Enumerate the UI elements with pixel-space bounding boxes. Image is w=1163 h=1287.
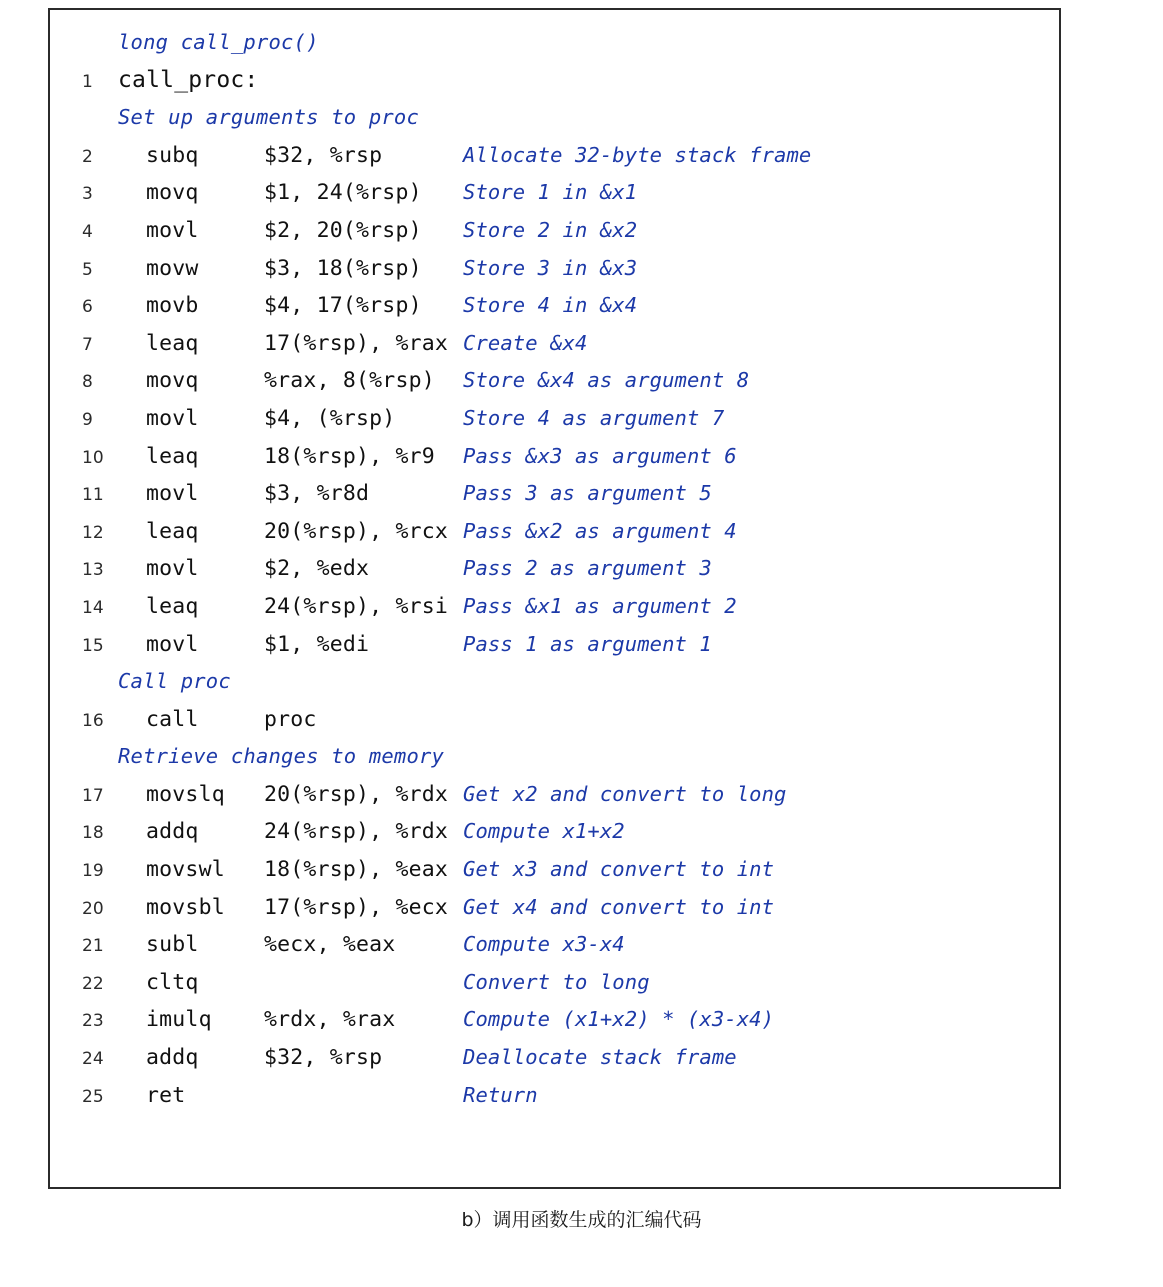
code-comment: Pass &x2 as argument 4: [463, 518, 737, 543]
assembly-code-box: [48, 8, 1061, 1189]
figure-caption: b）调用函数生成的汇编代码: [461, 1209, 702, 1231]
code-comment: Get x4 and convert to int: [463, 894, 775, 919]
line-number: 14: [82, 597, 104, 618]
code-line: [50, 137, 1059, 175]
code-comment: Store 2 in &x2: [463, 217, 638, 242]
instruction-mnemonic: addq: [146, 819, 199, 845]
instruction-operands: %rax, 8(%rsp): [264, 368, 435, 394]
instruction-mnemonic: leaq: [146, 330, 199, 356]
code-line: [50, 889, 1059, 927]
code-text: [118, 325, 463, 363]
line-number: 10: [82, 447, 104, 468]
instruction-operands: 18(%rsp), %eax: [264, 857, 449, 883]
code-text: [118, 513, 463, 551]
line-number: 12: [82, 522, 104, 543]
code-text: [118, 776, 463, 814]
instruction-operands: $2, 20(%rsp): [264, 217, 422, 243]
code-text: [118, 738, 463, 776]
code-line: [50, 964, 1059, 1002]
code-comment: Compute (x1+x2) * (x3-x4): [463, 1007, 775, 1032]
code-text: [118, 137, 463, 175]
code-text: [118, 1077, 463, 1115]
instruction-mnemonic: movsbl: [146, 894, 225, 920]
code-line: [50, 588, 1059, 626]
line-number: 5: [82, 259, 93, 280]
code-text: [118, 438, 463, 476]
line-number: 6: [82, 297, 93, 318]
code-comment: Store 4 in &x4: [463, 293, 638, 318]
line-number: 3: [82, 184, 93, 205]
code-line: [50, 626, 1059, 664]
instruction-mnemonic: movw: [146, 255, 199, 281]
line-number: 23: [82, 1011, 104, 1032]
instruction-mnemonic: subl: [146, 932, 199, 958]
instruction-operands: $2, %edx: [264, 556, 370, 582]
code-text: [118, 851, 463, 889]
code-line: [50, 663, 1059, 701]
line-number: 16: [82, 710, 104, 731]
instruction-mnemonic: movb: [146, 293, 199, 319]
code-text: [118, 174, 463, 212]
instruction-mnemonic: movl: [146, 217, 199, 243]
code-line: [50, 287, 1059, 325]
code-text: [118, 588, 463, 626]
line-number: 11: [82, 485, 104, 506]
code-text: [118, 362, 463, 400]
code-text: [118, 813, 463, 851]
instruction-mnemonic: leaq: [146, 593, 199, 619]
code-line: [50, 24, 1059, 62]
line-number: 8: [82, 372, 93, 393]
code-line: [50, 475, 1059, 513]
instruction-mnemonic: cltq: [146, 969, 199, 995]
line-number: 22: [82, 973, 104, 994]
code-line: [50, 325, 1059, 363]
instruction-operands: proc: [264, 706, 317, 732]
code-text: [118, 626, 463, 664]
code-listing: [50, 24, 1059, 1114]
instruction-operands: $4, (%rsp): [264, 405, 396, 431]
code-line: [50, 1001, 1059, 1039]
line-number: 25: [82, 1086, 104, 1107]
code-line: [50, 1039, 1059, 1077]
code-text: [118, 400, 463, 438]
code-line: [50, 776, 1059, 814]
code-comment: Pass &x3 as argument 6: [463, 443, 737, 468]
line-number: 7: [82, 334, 93, 355]
code-comment: Convert to long: [463, 969, 650, 994]
instruction-mnemonic: subq: [146, 142, 199, 168]
code-comment: Pass 1 as argument 1: [463, 631, 712, 656]
code-comment: Pass 2 as argument 3: [463, 556, 712, 581]
code-comment: Return: [463, 1082, 538, 1107]
code-line: [50, 813, 1059, 851]
instruction-operands: 18(%rsp), %r9: [264, 443, 435, 469]
code-comment: Store 1 in &x1: [463, 180, 638, 205]
line-number: 19: [82, 861, 104, 882]
code-comment: Compute x3-x4: [463, 932, 625, 957]
instruction-operands: 17(%rsp), %rax: [264, 330, 449, 356]
code-text: [118, 250, 463, 288]
instruction-operands: $1, 24(%rsp): [264, 180, 422, 206]
code-comment: Store 4 as argument 7: [463, 405, 725, 430]
instruction-operands: $32, %rsp: [264, 1045, 383, 1071]
instruction-mnemonic: call: [146, 706, 199, 732]
code-comment: Deallocate stack frame: [463, 1045, 737, 1070]
instruction-operands: 24(%rsp), %rdx: [264, 819, 449, 845]
line-number: 17: [82, 785, 104, 806]
code-text: [118, 926, 463, 964]
line-number: 18: [82, 823, 104, 844]
instruction-mnemonic: leaq: [146, 518, 199, 544]
line-number: 20: [82, 898, 104, 919]
code-comment: Get x3 and convert to int: [463, 857, 775, 882]
code-comment: Get x2 and convert to long: [463, 781, 787, 806]
code-line: [50, 701, 1059, 739]
function-label: call_proc:: [118, 66, 259, 93]
code-comment: Compute x1+x2: [463, 819, 625, 844]
line-number: 4: [82, 221, 93, 242]
instruction-operands: 20(%rsp), %rdx: [264, 781, 449, 807]
code-annotation: Retrieve changes to memory: [118, 744, 445, 769]
code-line: [50, 400, 1059, 438]
code-comment: Store 3 in &x3: [463, 255, 638, 280]
code-text: [118, 287, 463, 325]
code-annotation: Call proc: [118, 669, 231, 694]
code-comment: Allocate 32-byte stack frame: [463, 142, 812, 167]
instruction-mnemonic: movq: [146, 180, 199, 206]
code-text: [118, 964, 463, 1002]
instruction-mnemonic: movslq: [146, 781, 225, 807]
code-line: [50, 851, 1059, 889]
instruction-mnemonic: movl: [146, 405, 199, 431]
instruction-operands: $32, %rsp: [264, 142, 383, 168]
instruction-mnemonic: imulq: [146, 1007, 212, 1033]
code-line: [50, 362, 1059, 400]
instruction-mnemonic: ret: [146, 1082, 186, 1108]
code-text: [118, 1001, 463, 1039]
code-text: [118, 1039, 463, 1077]
line-number: 15: [82, 635, 104, 656]
instruction-mnemonic: movl: [146, 481, 199, 507]
line-number: 1: [82, 71, 93, 92]
code-comment: Pass &x1 as argument 2: [463, 593, 737, 618]
code-text: [118, 663, 463, 701]
code-text: [118, 24, 463, 62]
instruction-mnemonic: movq: [146, 368, 199, 394]
line-number: 13: [82, 560, 104, 581]
instruction-mnemonic: movswl: [146, 857, 225, 883]
line-number: 24: [82, 1049, 104, 1070]
instruction-mnemonic: leaq: [146, 443, 199, 469]
code-line: [50, 62, 1059, 100]
instruction-mnemonic: movl: [146, 556, 199, 582]
code-line: [50, 738, 1059, 776]
code-comment: Store &x4 as argument 8: [463, 368, 750, 393]
code-line: [50, 438, 1059, 476]
code-line: [50, 212, 1059, 250]
code-comment: Pass 3 as argument 5: [463, 481, 712, 506]
instruction-operands: %ecx, %eax: [264, 932, 396, 958]
code-annotation: Set up arguments to proc: [118, 105, 420, 130]
code-line: [50, 550, 1059, 588]
code-text: [118, 212, 463, 250]
code-text: [118, 475, 463, 513]
instruction-mnemonic: movl: [146, 631, 199, 657]
instruction-operands: $3, %r8d: [264, 481, 370, 507]
instruction-operands: 17(%rsp), %ecx: [264, 894, 449, 920]
code-annotation: long call_proc(): [118, 30, 319, 54]
instruction-mnemonic: addq: [146, 1045, 199, 1071]
instruction-operands: $4, 17(%rsp): [264, 293, 422, 319]
code-line: [50, 926, 1059, 964]
line-number: 2: [82, 146, 93, 167]
code-text: [118, 701, 463, 739]
line-number: 21: [82, 936, 104, 957]
instruction-operands: $3, 18(%rsp): [264, 255, 422, 281]
code-line: [50, 174, 1059, 212]
code-text: [118, 62, 463, 100]
code-text: [118, 889, 463, 927]
instruction-operands: $1, %edi: [264, 631, 370, 657]
line-number: 9: [82, 409, 93, 430]
code-comment: Create &x4: [463, 330, 588, 355]
code-line: [50, 99, 1059, 137]
code-text: [118, 550, 463, 588]
instruction-operands: %rdx, %rax: [264, 1007, 396, 1033]
instruction-operands: 24(%rsp), %rsi: [264, 593, 449, 619]
code-line: [50, 1077, 1059, 1115]
code-line: [50, 250, 1059, 288]
code-text: [118, 99, 463, 137]
instruction-operands: 20(%rsp), %rcx: [264, 518, 449, 544]
code-line: [50, 513, 1059, 551]
